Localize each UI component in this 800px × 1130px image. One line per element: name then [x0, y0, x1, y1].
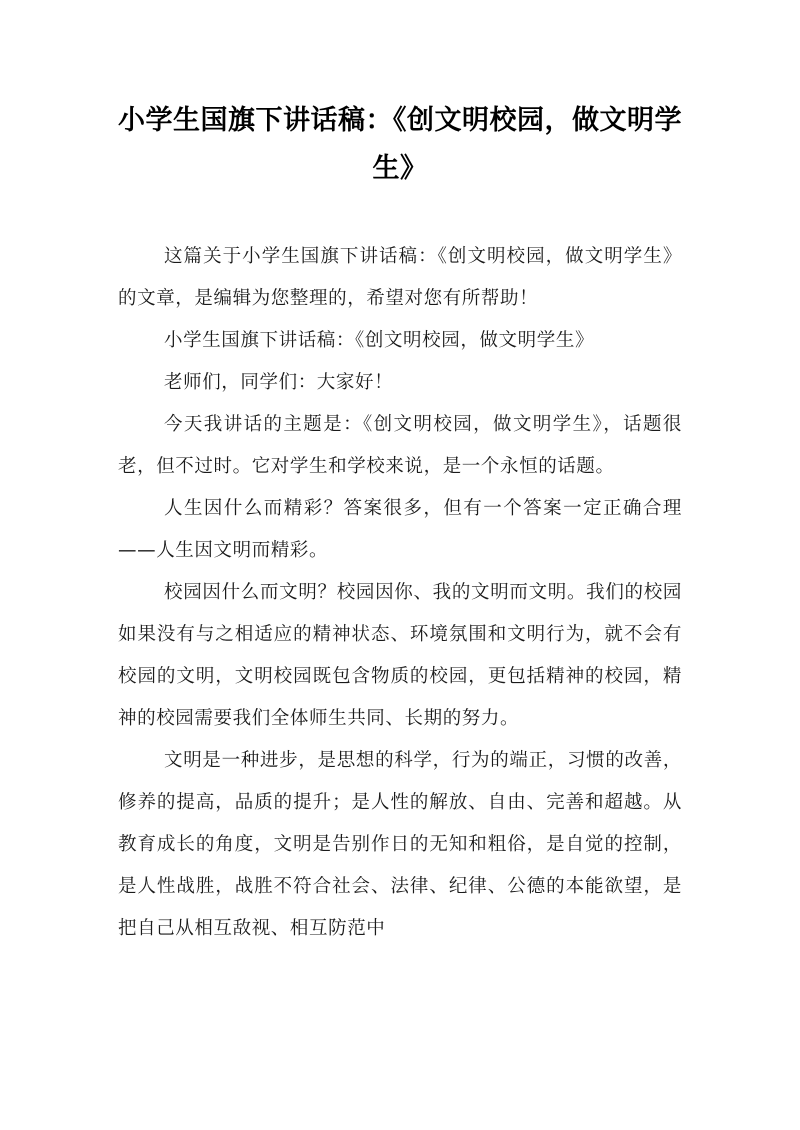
paragraph-subtitle: 小学生国旗下讲话稿：《创文明校园，做文明学生》: [164, 330, 595, 351]
paragraph-topic: 今天我讲话的主题是：《创文明校园，做文明学生》，话题很老，但不过时。它对学生和学校来说，是一个永恒的话题。: [118, 414, 682, 477]
paragraph-greeting: 老师们，同学们：大家好！: [164, 372, 394, 393]
paragraph-campus: 校园因什么而文明？校园因你、我的文明而文明。我们的校园如果没有与之相适应的精神状态、环境氛围和文明行为，就不会有校园的文明，文明校园既包含物质的校园，更包括精神的校园，精神的校园需要我们全体师生共同、长期的努力。: [118, 582, 682, 729]
document-body: [118, 236, 682, 950]
paragraph-civilization: 文明是一种进步，是思想的科学，行为的端正，习惯的改善，修养的提高，品质的提升；是人性的解放、自由、完善和超越。从教育成长的角度，文明是告别作日的无知和粗俗，是自觉的控制，是人性战胜，战胜不符合社会、法律、纪律、公德的本能欲望，是把自己从相互敌视、相互防范中: [118, 750, 682, 939]
paragraph-life: 人生因什么而精彩？答案很多，但有一个答案一定正确合理——人生因文明而精彩。: [118, 498, 682, 561]
document-title: 小学生国旗下讲话稿：《创文明校园，做文明学生》: [118, 105, 682, 184]
paragraph-intro: 这篇关于小学生国旗下讲话稿：《创文明校园，做文明学生》的文章，是编辑为您整理的，希望对您有所帮助！: [118, 246, 682, 309]
